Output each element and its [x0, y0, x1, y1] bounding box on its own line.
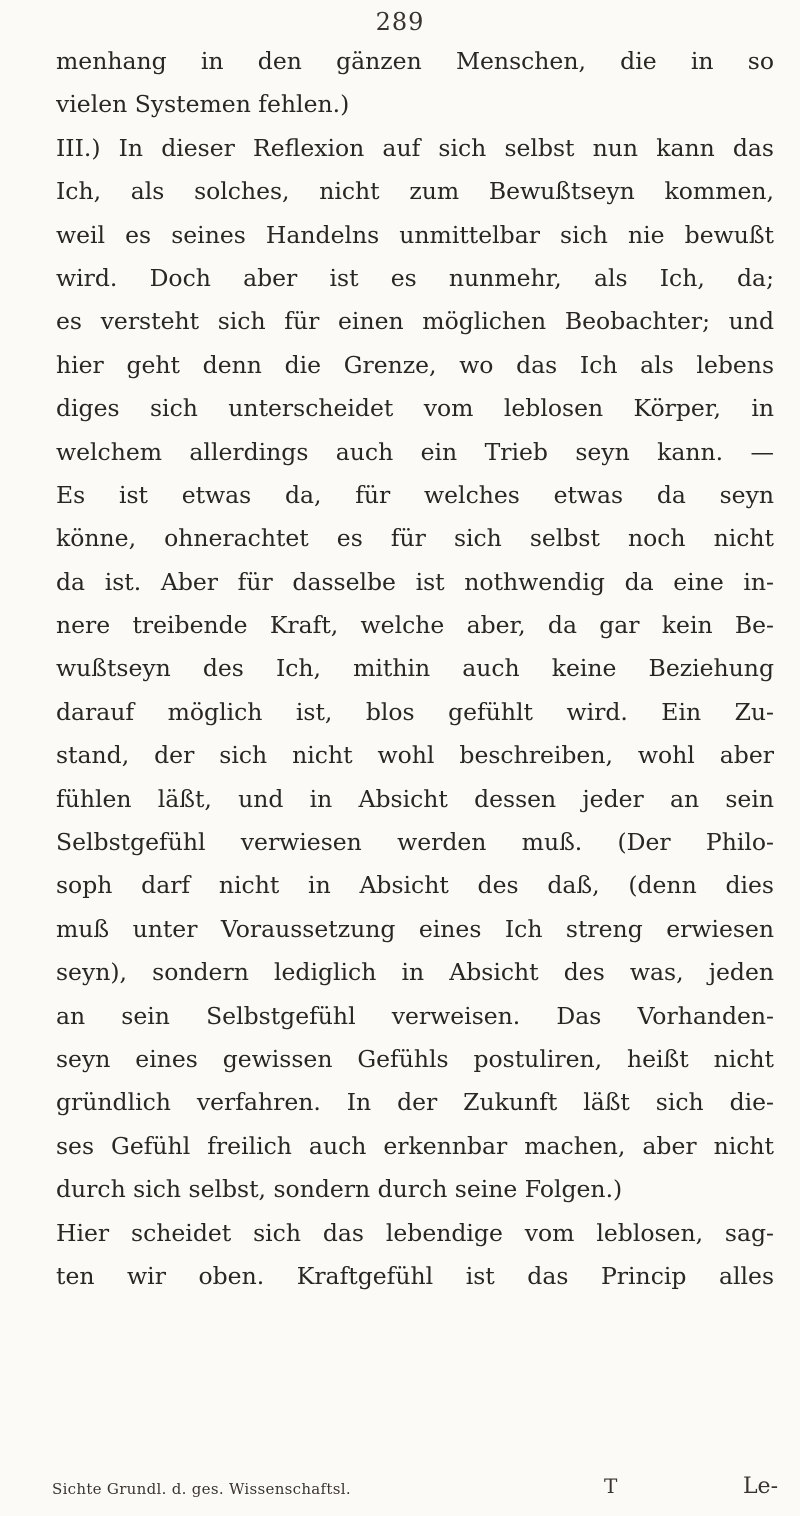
text-line: es versteht sich für einen möglichen Beobachter; und — [56, 307, 774, 336]
text-line: Selbstgefühl verwiesen werden muß. (Der Philo- — [56, 828, 774, 857]
text-line: muß unter Voraussetzung eines Ich streng erwiesen — [56, 914, 774, 943]
body-text — [56, 40, 774, 1298]
text-line: könne, ohnerachtet es für sich selbst noch nicht — [56, 524, 774, 553]
text-line: welchem allerdings auch ein Trieb seyn kann. — — [56, 437, 774, 466]
text-line: ses Gefühl freilich auch erkennbar machen, aber nicht — [56, 1131, 774, 1160]
text-line: fühlen läßt, und in Absicht dessen jeder an sein — [56, 784, 774, 813]
text-line: ten wir oben. Kraftgefühl ist das Princip alles — [56, 1261, 774, 1290]
text-line: III.) In dieser Reflexion auf sich selbst nun kann das — [56, 133, 774, 162]
text-line: weil es seines Handelns unmittelbar sich nie bewußt — [56, 220, 774, 249]
text-line: nere treibende Kraft, welche aber, da gar kein Be- — [56, 611, 774, 640]
text-line: darauf möglich ist, blos gefühlt wird. Ein Zu- — [56, 697, 774, 726]
page-number: 289 — [375, 8, 425, 36]
catchword: Le- — [742, 1474, 778, 1499]
text-line: stand, der sich nicht wohl beschreiben, wohl aber — [56, 741, 774, 770]
text-line: Es ist etwas da, für welches etwas da seyn — [56, 480, 774, 509]
text-line: diges sich unterscheidet vom leblosen Körper, in — [56, 394, 774, 423]
text-line: gründlich verfahren. In der Zukunft läßt sich die- — [56, 1088, 774, 1117]
text-line: hier geht denn die Grenze, wo das Ich als lebens — [56, 350, 774, 379]
text-line: wird. Doch aber ist es nunmehr, als Ich, da; — [56, 263, 774, 292]
text-line: seyn eines gewissen Gefühls postuliren, heißt nicht — [56, 1044, 774, 1073]
text-line: vielen Systemen fehlen.) — [56, 90, 350, 119]
text-line: wußtseyn des Ich, mithin auch keine Beziehung — [56, 654, 774, 683]
text-line: soph darf nicht in Absicht des daß, (denn dies — [56, 871, 774, 900]
text-line: menhang in den gänzen Menschen, die in so — [56, 47, 774, 75]
text-line: seyn), sondern lediglich in Absicht des was, jeden — [56, 958, 774, 987]
printer-signature: Sichte Grundl. d. ges. Wissenschaftsl. — [52, 1480, 351, 1498]
sheet-mark: T — [604, 1474, 618, 1498]
text-line: Ich, als solches, nicht zum Bewußtseyn kommen, — [56, 177, 774, 206]
text-line: da ist. Aber für dasselbe ist nothwendig da eine in- — [56, 567, 774, 596]
text-line: an sein Selbstgefühl verweisen. Das Vorhanden- — [56, 1001, 774, 1030]
text-line: durch sich selbst, sondern durch seine Folgen.) — [56, 1175, 623, 1204]
page-footer — [52, 1474, 782, 1504]
text-line: Hier scheidet sich das lebendige vom leblosen, sag- — [56, 1218, 774, 1247]
